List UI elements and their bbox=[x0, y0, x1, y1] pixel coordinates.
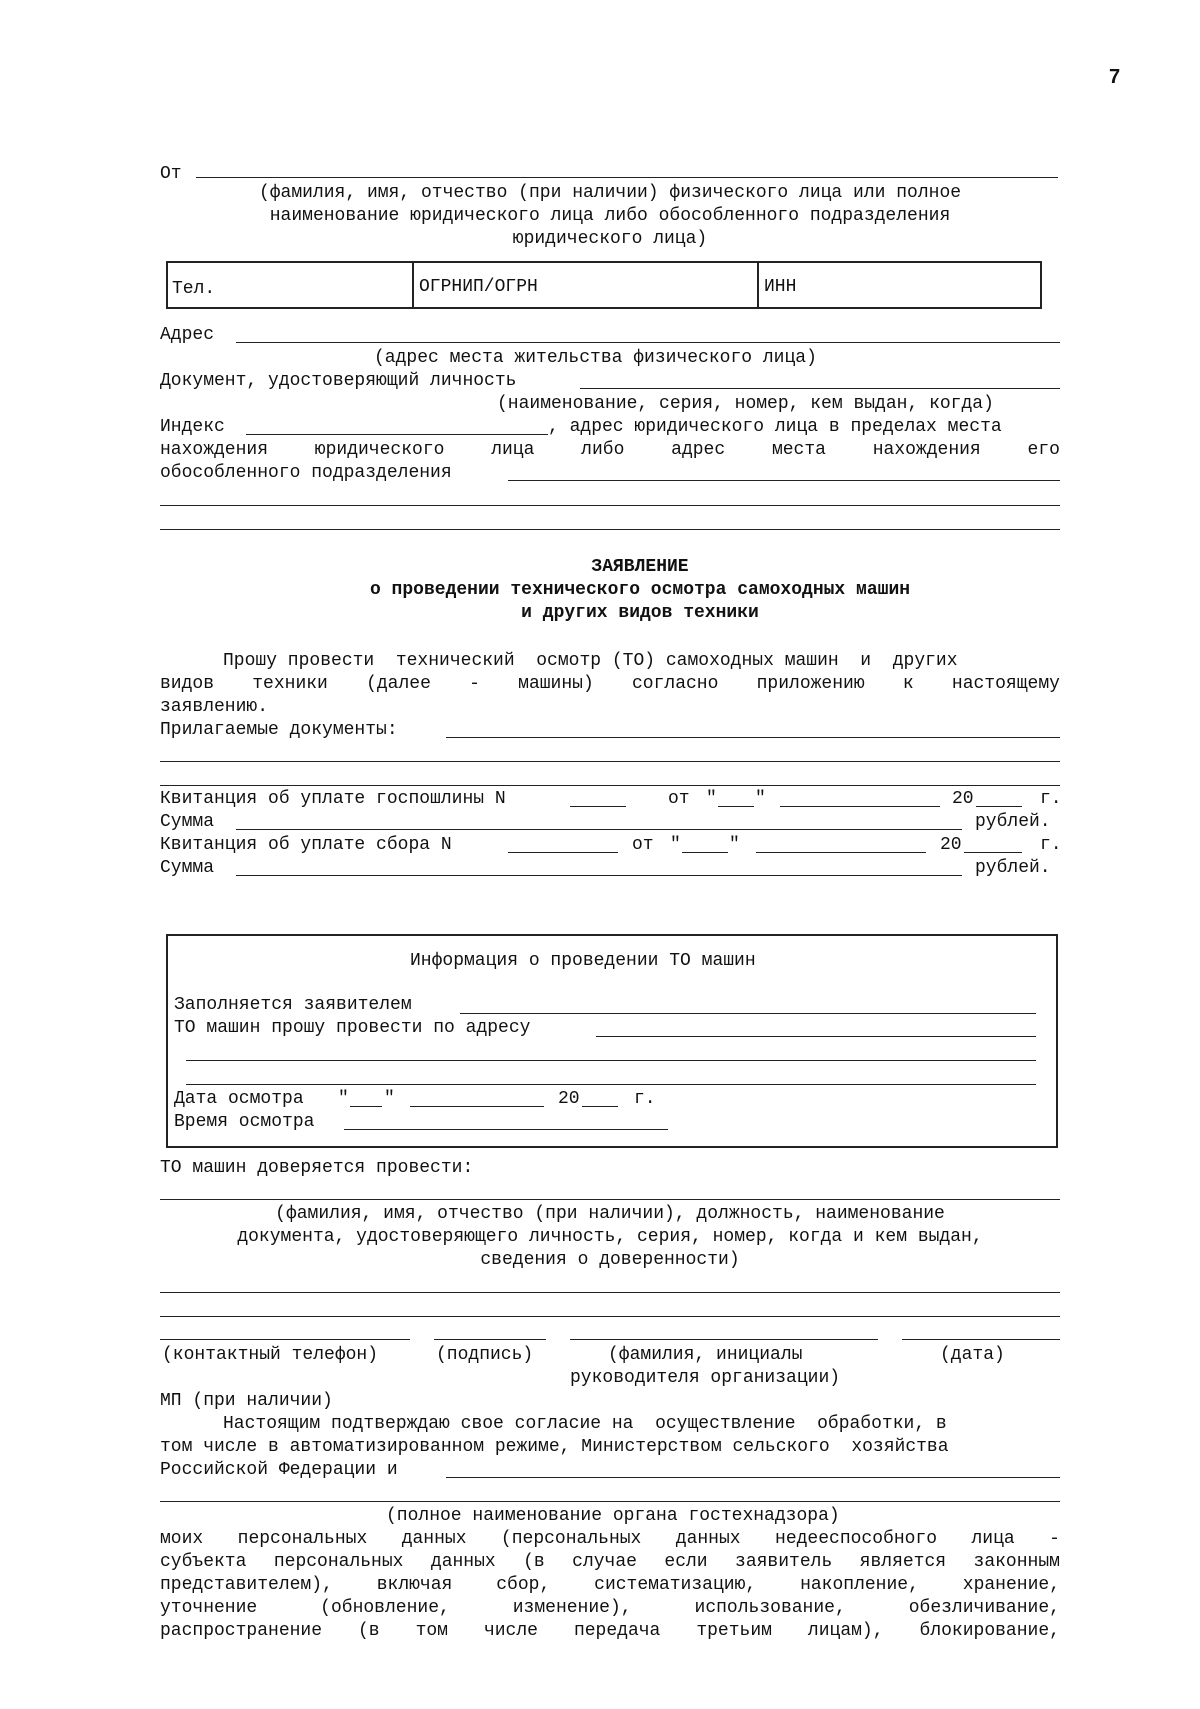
inspection-address-line-2[interactable] bbox=[186, 1060, 1036, 1061]
trust-hint-2: документа, удостоверяющего личность, серия, номер, когда и кем выдан, bbox=[237, 1227, 983, 1247]
receipt2-quote-close: " bbox=[729, 835, 740, 855]
attached-docs-line-3[interactable] bbox=[160, 785, 1060, 786]
receipt2-number-line[interactable] bbox=[508, 852, 618, 853]
receipt2-year-suffix: г. bbox=[1040, 835, 1062, 855]
sum1-rubles: рублей. bbox=[975, 812, 1051, 832]
body-line-2: видов техники (далее - машины) согласно приложению к настоящему bbox=[160, 674, 1060, 694]
signature-hint: (подпись) bbox=[436, 1345, 534, 1365]
page-number: 7 bbox=[1109, 66, 1121, 88]
filled-by-label: Заполняется заявителем bbox=[174, 995, 412, 1015]
inspection-time-field-line[interactable] bbox=[344, 1129, 668, 1130]
body-line-1: Прошу провести технический осмотр (ТО) самоходных машин и других bbox=[223, 651, 958, 671]
trust-hint-3: сведения о доверенности) bbox=[480, 1250, 740, 1270]
receipt1-quote-open: " bbox=[706, 789, 717, 809]
receipt1-month-line[interactable] bbox=[780, 806, 940, 807]
receipt1-day-line[interactable] bbox=[718, 806, 754, 807]
consent-line-6: представителем), включая сбор, систематизацию, накопление, хранение, bbox=[160, 1575, 1060, 1595]
receipt2-quote-open: " bbox=[670, 835, 681, 855]
inspection-year-suffix: г. bbox=[634, 1089, 656, 1109]
inn-field[interactable]: ИНН bbox=[764, 277, 797, 297]
phone-field-line[interactable] bbox=[160, 1339, 410, 1340]
sum1-label: Сумма bbox=[160, 812, 215, 832]
attached-docs-label: Прилагаемые документы: bbox=[160, 720, 398, 740]
inspection-time-label: Время осмотра bbox=[174, 1112, 315, 1132]
inspection-year-prefix: 20 bbox=[558, 1089, 580, 1109]
index-rest: , адрес юридического лица в пределах места bbox=[548, 417, 1002, 437]
consent-line-5: субъекта персональных данных (в случае если заявитель является законным bbox=[160, 1552, 1060, 1572]
consent-line-7: уточнение (обновление, изменение), использование, обезличивание, bbox=[160, 1598, 1060, 1618]
inspection-year-line[interactable] bbox=[582, 1106, 618, 1107]
from-hint-3: юридического лица) bbox=[512, 229, 708, 249]
address-hint: (адрес места жительства физического лица) bbox=[374, 348, 817, 368]
index-line-2: нахождения юридического лица либо адрес места нахождения его bbox=[160, 440, 1060, 460]
authority-hint: (полное наименование органа гостехнадзора) bbox=[386, 1506, 840, 1526]
date-field-line[interactable] bbox=[902, 1339, 1060, 1340]
consent-line-3: Российской Федерации и bbox=[160, 1460, 398, 1480]
index-line-3: обособленного подразделения bbox=[160, 463, 452, 483]
receipt2-month-line[interactable] bbox=[756, 852, 926, 853]
index-field-line[interactable] bbox=[246, 434, 548, 435]
legal-address-line-2[interactable] bbox=[160, 505, 1060, 506]
sum2-rubles: рублей. bbox=[975, 858, 1051, 878]
trust-line-2[interactable] bbox=[160, 1292, 1060, 1293]
trust-label: ТО машин доверяется провести: bbox=[160, 1158, 474, 1178]
tel-field[interactable]: Тел. bbox=[172, 279, 216, 299]
receipt2-year-line[interactable] bbox=[964, 852, 1022, 853]
address-field-line[interactable] bbox=[236, 342, 1060, 343]
consent-line-4: моих персональных данных (персональных данных недееспособного лица - bbox=[160, 1529, 1060, 1549]
stamp-label: МП (при наличии) bbox=[160, 1391, 333, 1411]
trust-line-3[interactable] bbox=[160, 1316, 1060, 1317]
inspection-day-line[interactable] bbox=[350, 1106, 382, 1107]
consent-line-8: распространение (в том числе передача третьим лицам), блокирование, bbox=[160, 1621, 1060, 1641]
head-name-hint-1: (фамилия, инициалы bbox=[608, 1345, 803, 1365]
ogrn-field[interactable]: ОГРНИП/ОГРН bbox=[419, 277, 538, 297]
receipt1-year-suffix: г. bbox=[1040, 789, 1062, 809]
from-label: От bbox=[160, 164, 182, 184]
document-title: ЗАЯВЛЕНИЕ bbox=[591, 557, 689, 577]
authority-field-line[interactable] bbox=[446, 1477, 1060, 1478]
signature-field-line[interactable] bbox=[434, 1339, 546, 1340]
trust-hint-1: (фамилия, имя, отчество (при наличии), должность, наименование bbox=[275, 1204, 945, 1224]
legal-address-line-3[interactable] bbox=[160, 529, 1060, 530]
from-field-line[interactable] bbox=[196, 177, 1058, 178]
attached-docs-field-line[interactable] bbox=[446, 737, 1060, 738]
consent-line-1: Настоящим подтверждаю свое согласие на осуществление обработки, в bbox=[223, 1414, 947, 1434]
receipt1-year-prefix: 20 bbox=[952, 789, 974, 809]
inspection-month-line[interactable] bbox=[410, 1106, 544, 1107]
inspection-date-label: Дата осмотра bbox=[174, 1089, 304, 1109]
from-hint-1: (фамилия, имя, отчество (при наличии) физического лица или полное bbox=[258, 183, 962, 203]
legal-address-field-line[interactable] bbox=[508, 480, 1060, 481]
head-name-hint-2: руководителя организации) bbox=[570, 1368, 841, 1388]
head-name-field-line[interactable] bbox=[570, 1339, 878, 1340]
authority-line-2[interactable] bbox=[160, 1501, 1060, 1502]
identity-doc-hint: (наименование, серия, номер, кем выдан, когда) bbox=[497, 394, 994, 414]
sum2-label: Сумма bbox=[160, 858, 215, 878]
contacts-table bbox=[166, 261, 1042, 309]
contacts-divider-2 bbox=[757, 262, 759, 308]
document-subtitle-2: и других видов техники bbox=[521, 603, 759, 623]
receipt1-number-line[interactable] bbox=[570, 806, 626, 807]
receipt1-quote-close: " bbox=[755, 789, 766, 809]
receipt2-label: Квитанция об уплате сбора N bbox=[160, 835, 452, 855]
inspection-address-line-3[interactable] bbox=[186, 1084, 1036, 1085]
from-hint-2: наименование юридического лица либо обособленного подразделения bbox=[269, 206, 951, 226]
address-label: Адрес bbox=[160, 325, 215, 345]
document-subtitle-1: о проведении технического осмотра самоходных машин bbox=[369, 580, 911, 600]
sum2-field-line[interactable] bbox=[236, 875, 962, 876]
contacts-divider-1 bbox=[412, 262, 414, 308]
identity-doc-label: Документ, удостоверяющий личность bbox=[160, 371, 517, 391]
inspection-address-field-line[interactable] bbox=[596, 1036, 1036, 1037]
index-label: Индекс bbox=[160, 417, 225, 437]
sum1-field-line[interactable] bbox=[236, 829, 962, 830]
inspection-date-quote-open: " bbox=[338, 1089, 349, 1109]
receipt1-from: от bbox=[668, 789, 690, 809]
attached-docs-line-2[interactable] bbox=[160, 761, 1060, 762]
trust-field-line[interactable] bbox=[160, 1199, 1060, 1200]
inspection-address-label: ТО машин прошу провести по адресу bbox=[174, 1018, 531, 1038]
receipt1-year-line[interactable] bbox=[976, 806, 1022, 807]
receipt2-year-prefix: 20 bbox=[940, 835, 962, 855]
phone-hint: (контактный телефон) bbox=[162, 1345, 379, 1365]
body-line-3: заявлению. bbox=[160, 697, 269, 717]
date-hint: (дата) bbox=[940, 1345, 1005, 1365]
receipt1-label: Квитанция об уплате госпошлины N bbox=[160, 789, 506, 809]
receipt2-from: от bbox=[632, 835, 654, 855]
inspection-info-title: Информация о проведении ТО машин bbox=[410, 951, 756, 971]
identity-doc-field-line[interactable] bbox=[580, 388, 1060, 389]
filled-by-field-line[interactable] bbox=[460, 1013, 1036, 1014]
inspection-date-quote-close: " bbox=[384, 1089, 395, 1109]
receipt2-day-line[interactable] bbox=[682, 852, 728, 853]
consent-line-2: том числе в автоматизированном режиме, Министерством сельского хозяйства bbox=[160, 1437, 949, 1457]
